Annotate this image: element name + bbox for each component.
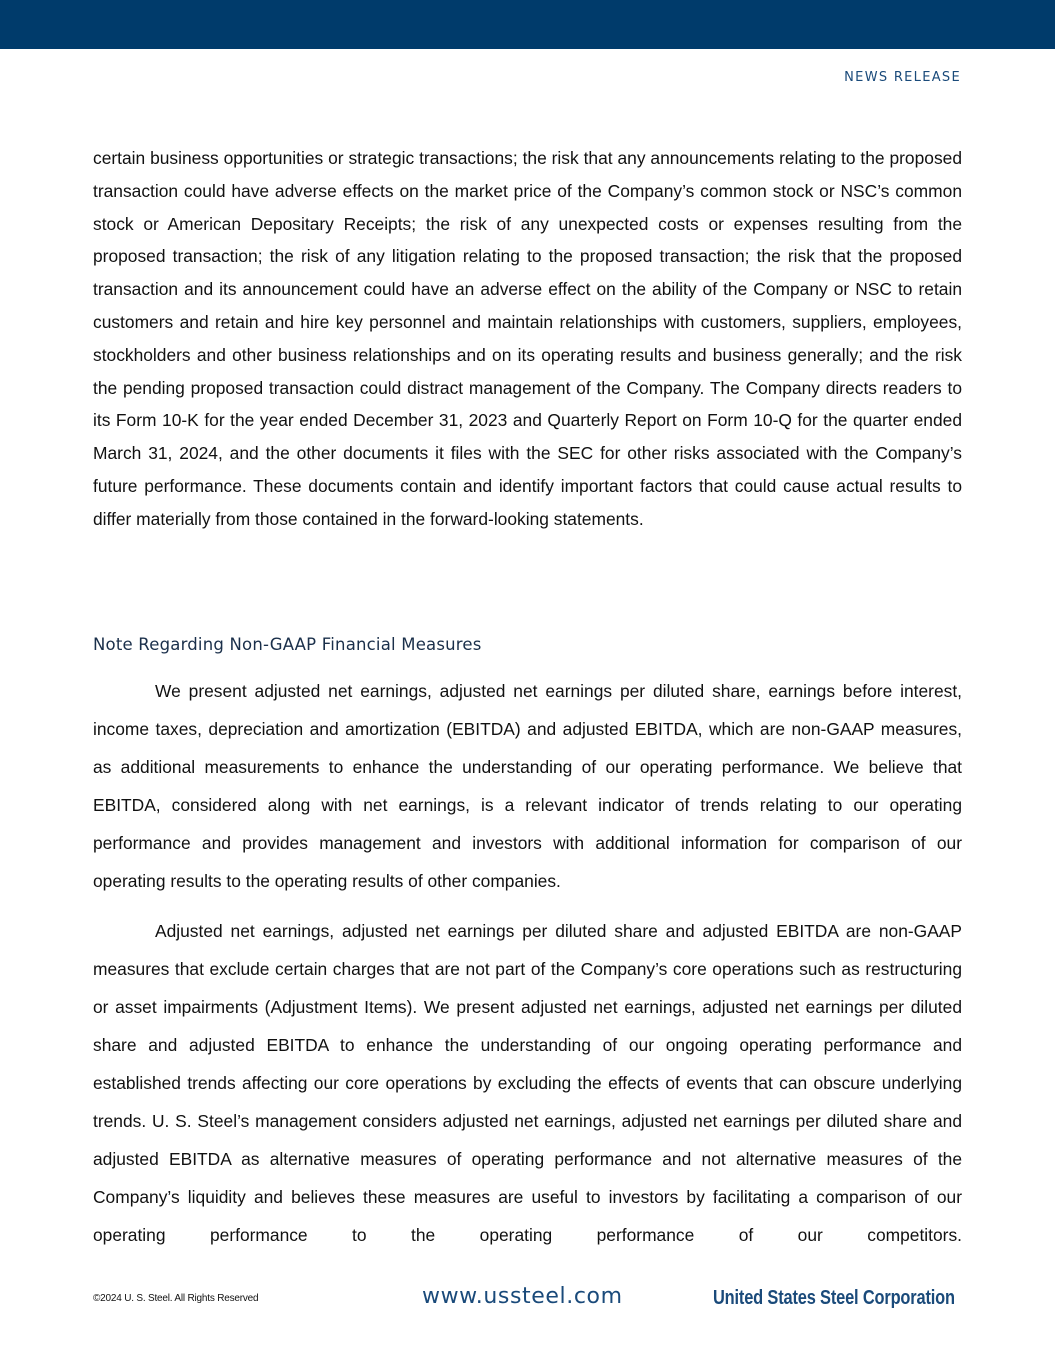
footer-corporation-logo: United States Steel Corporation [713,1287,955,1309]
header-bar [0,0,1055,49]
footer-website-link[interactable]: www.ussteel.com [422,1284,623,1309]
non-gaap-paragraph-2: Adjusted net earnings, adjusted net earnings per diluted share and adjusted EBITDA are non-GAAP measures that exclude certain charges that are not part of the Company’s core operations such as restructuring or asset impairments (Adjustment Items). We present adjusted net earnings, adjusted net earnings per diluted share and adjusted EBITDA to enhance the understanding of our ongoing operating performance and established trends affecting our core operations by excluding the effects of events that can obscure underlying trends. U. S. Steel’s management considers adjusted net earnings, adjusted net earnings per diluted share and adjusted EBITDA as alternative measures of operating performance and not alternative measures of the Company’s liquidity and believes these measures are useful to investors by facilitating a comparison of our operating performance to the operating performance of our competitors. [93,921,962,1245]
body-section-non-gaap [93,672,962,1254]
non-gaap-paragraph-1: We present adjusted net earnings, adjusted net earnings per diluted share, earnings before interest, income taxes, depreciation and amortization (EBITDA) and adjusted EBITDA, which are non-GAAP measures, as additional measurements to enhance the understanding of our operating performance. We believe that EBITDA, considered along with net earnings, is a relevant indicator of trends relating to our operating performance and provides management and investors with additional information for comparison of our operating results to the operating results of other companies. [93,681,962,891]
risk-factors-paragraph: certain business opportunities or strategic transactions; the risk that any announcements relating to the proposed transaction could have adverse effects on the market price of the Company’s common stock or NSC’s common stock or American Depositary Receipts; the risk of any unexpected costs or expenses resulting from the proposed transaction; the risk of any litigation relating to the proposed transaction; the risk that the proposed transaction and its announcement could have an adverse effect on the ability of the Company or NSC to retain customers and retain and hire key personnel and maintain relationships with customers, suppliers, employees, stockholders and other business relationships and on its operating results and business generally; and the risk the pending proposed transaction could distract management of the Company. The Company directs readers to its Form 10-K for the year ended December 31, 2023 and Quarterly Report on Form 10-Q for the quarter ended March 31, 2024, and the other documents it files with the SEC for other risks associated with the Company’s future performance. These documents contain and identify important factors that could cause actual results to differ materially from those contained in the forward-looking statements. [93,148,962,529]
body-section-risks [93,142,962,536]
section-heading: Note Regarding Non-GAAP Financial Measures [93,635,482,654]
footer-copyright: ©2024 U. S. Steel. All Rights Reserved [93,1293,259,1304]
news-release-label: NEWS RELEASE [844,70,961,85]
